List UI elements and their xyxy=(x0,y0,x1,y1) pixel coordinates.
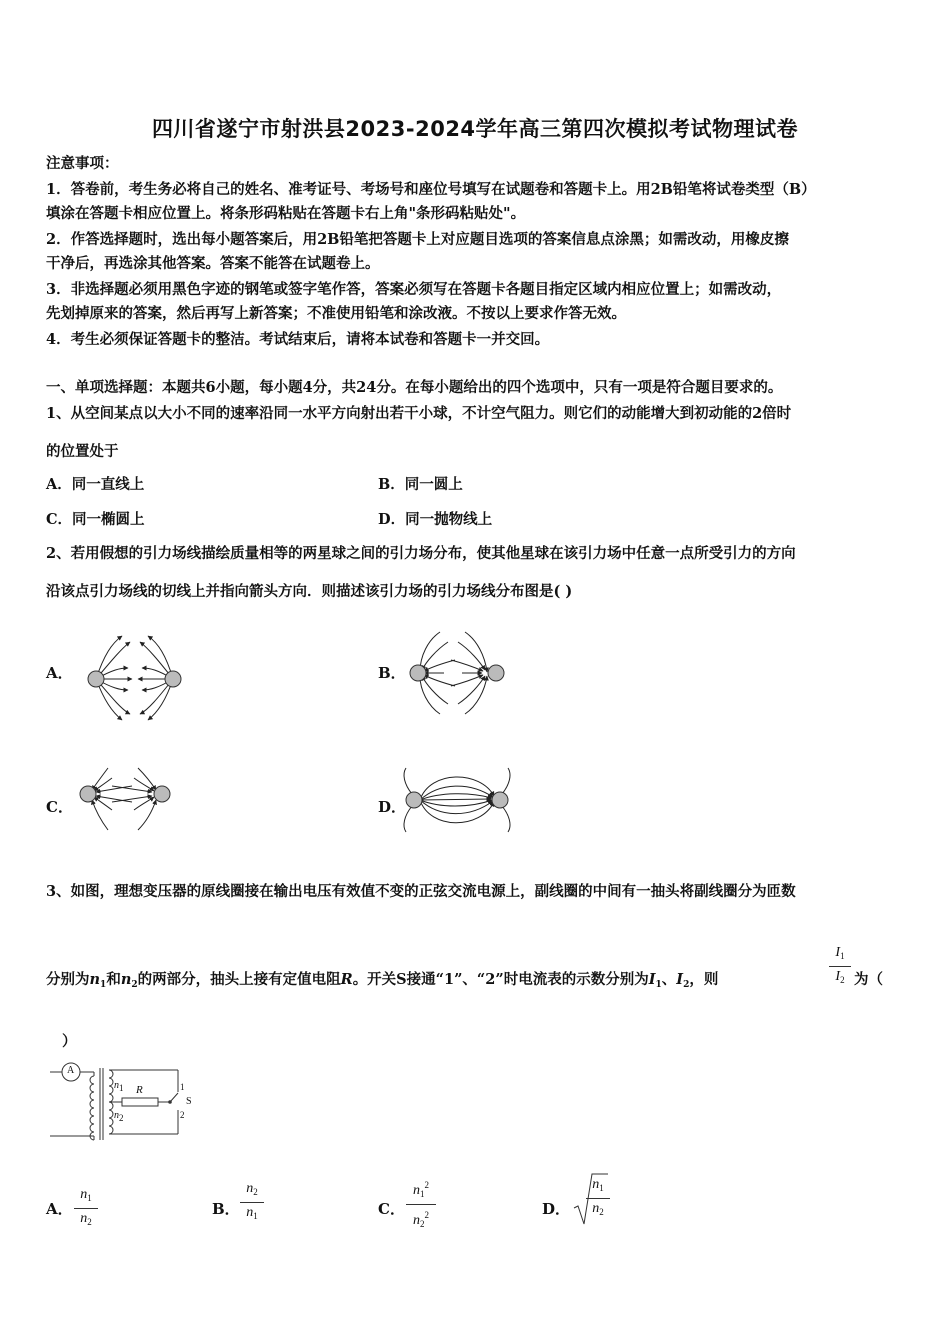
coil-n2-label: n2 xyxy=(114,1110,124,1123)
notice-line: 先划掉原来的答案，然后再写上新答案；不准使用铅笔和涂改液。不按以上要求作答无效。 xyxy=(46,305,626,322)
q2-stem: 2、若用假想的引力场线描绘质量相等的两星球之间的引力场分布，使其他星球在该引力场中任意一点所受引力的方向 xyxy=(46,545,796,562)
resistor xyxy=(122,1098,158,1106)
switch-pos-2: 2 xyxy=(180,1110,185,1120)
notice-line: 1．答卷前，考生务必将自己的姓名、准考证号、考场号和座位号填写在试题卷和答题卡上。用2B铅笔将试卷类型（B） xyxy=(46,181,816,198)
planet xyxy=(410,665,426,681)
field-diagram-b xyxy=(420,632,487,714)
q3-option-b-fraction: $n_2$ $n_1$ xyxy=(240,1180,264,1225)
field-diagram-c xyxy=(92,768,156,830)
q2-option-b-label[interactable]: B． xyxy=(378,664,406,682)
planet xyxy=(406,792,422,808)
q2-stem: 沿该点引力场线的切线上并指向箭头方向．则描述该引力场的引力场线分布图是( ) xyxy=(46,583,573,600)
q3-stem-2: 分别为$n_1$和$n_2$的两部分，抽头上接有定值电阻R。开关S接通“1”、“2”时电流表的示数分别为$I_1$、$I_2$，则 xyxy=(46,971,719,990)
field-diagram-a xyxy=(96,636,173,720)
resistor-label: R xyxy=(136,1084,143,1096)
q2-option-d-label[interactable]: D． xyxy=(378,798,407,816)
planet xyxy=(154,786,170,802)
q3-option-b[interactable]: B． xyxy=(212,1200,240,1218)
page-title: 四川省遂宁市射洪县2023-2024学年高三第四次模拟考试物理试卷 xyxy=(151,117,799,141)
q2-option-a-label[interactable]: A． xyxy=(46,664,73,682)
q3-option-d-fraction: $n_1$ $n_2$ xyxy=(586,1176,610,1221)
coil-n1-label: n1 xyxy=(114,1080,124,1093)
q1-option-c[interactable]: C．同一椭圆上 xyxy=(46,511,145,528)
q3-option-c[interactable]: C． xyxy=(378,1200,405,1218)
q3-stem: 3、如图，理想变压器的原线圈接在输出电压有效值不变的正弦交流电源上，副线圈的中间有一抽头将副线圈分为匝数 xyxy=(46,883,796,900)
q3-option-c-fraction: $n_1^2$ $n_2^2$ xyxy=(406,1176,436,1233)
planet xyxy=(165,671,181,687)
q1-stem: 的位置处于 xyxy=(46,443,119,460)
planet xyxy=(492,792,508,808)
ammeter-label: A xyxy=(67,1065,75,1076)
section-heading: 一、单项选择题：本题共6小题，每小题4分，共24分。在每小题给出的四个选项中，只有一项是符合题目要求的。 xyxy=(46,379,783,396)
notice-line: 4．考生必须保证答题卡的整洁。考试结束后，请将本试卷和答题卡一并交回。 xyxy=(46,331,550,348)
notice-heading: 注意事项： xyxy=(46,155,119,172)
q1-option-b[interactable]: B．同一圆上 xyxy=(378,476,463,493)
planet xyxy=(88,671,104,687)
q1-option-d[interactable]: D．同一抛物线上 xyxy=(378,511,493,528)
switch-pos-1: 1 xyxy=(180,1082,185,1092)
notice-line: 3．非选择题必须用黑色字迹的钢笔或签字笔作答，答案必须写在答题卡各题目指定区域内相应位置上；如需改动， xyxy=(46,281,782,298)
q2-option-c-label[interactable]: C． xyxy=(46,798,73,816)
notice-line: 填涂在答题卡相应位置上。将条形码粘贴在答题卡右上角"条形码粘贴处"。 xyxy=(46,205,526,222)
current-ratio-fraction: $I_1$ $I_2$ xyxy=(829,944,851,989)
switch-label: S xyxy=(186,1096,192,1107)
q3-option-a-fraction: $n_1$ $n_2$ xyxy=(74,1186,98,1231)
q3-option-a[interactable]: A． xyxy=(46,1200,73,1218)
planet xyxy=(488,665,504,681)
planet xyxy=(80,786,96,802)
q1-stem: 1、从空间某点以大小不同的速率沿同一水平方向射出若干小球，不计空气阻力。则它们的动能增大到初动能的2倍时 xyxy=(46,405,792,422)
notice-line: 干净后，再选涂其他答案。答案不能答在试题卷上。 xyxy=(46,255,380,272)
q1-option-a[interactable]: A．同一直线上 xyxy=(46,476,145,493)
q3-stem-close: ） xyxy=(62,1033,77,1050)
notice-line: 2．作答选择题时，选出每小题答案后，用2B铅笔把答题卡上对应题目选项的答案信息点涂黑；如需改动，用橡皮擦 xyxy=(46,231,789,248)
q3-stem-end: 为（ xyxy=(854,971,883,988)
q3-option-d[interactable]: D． xyxy=(542,1200,571,1218)
